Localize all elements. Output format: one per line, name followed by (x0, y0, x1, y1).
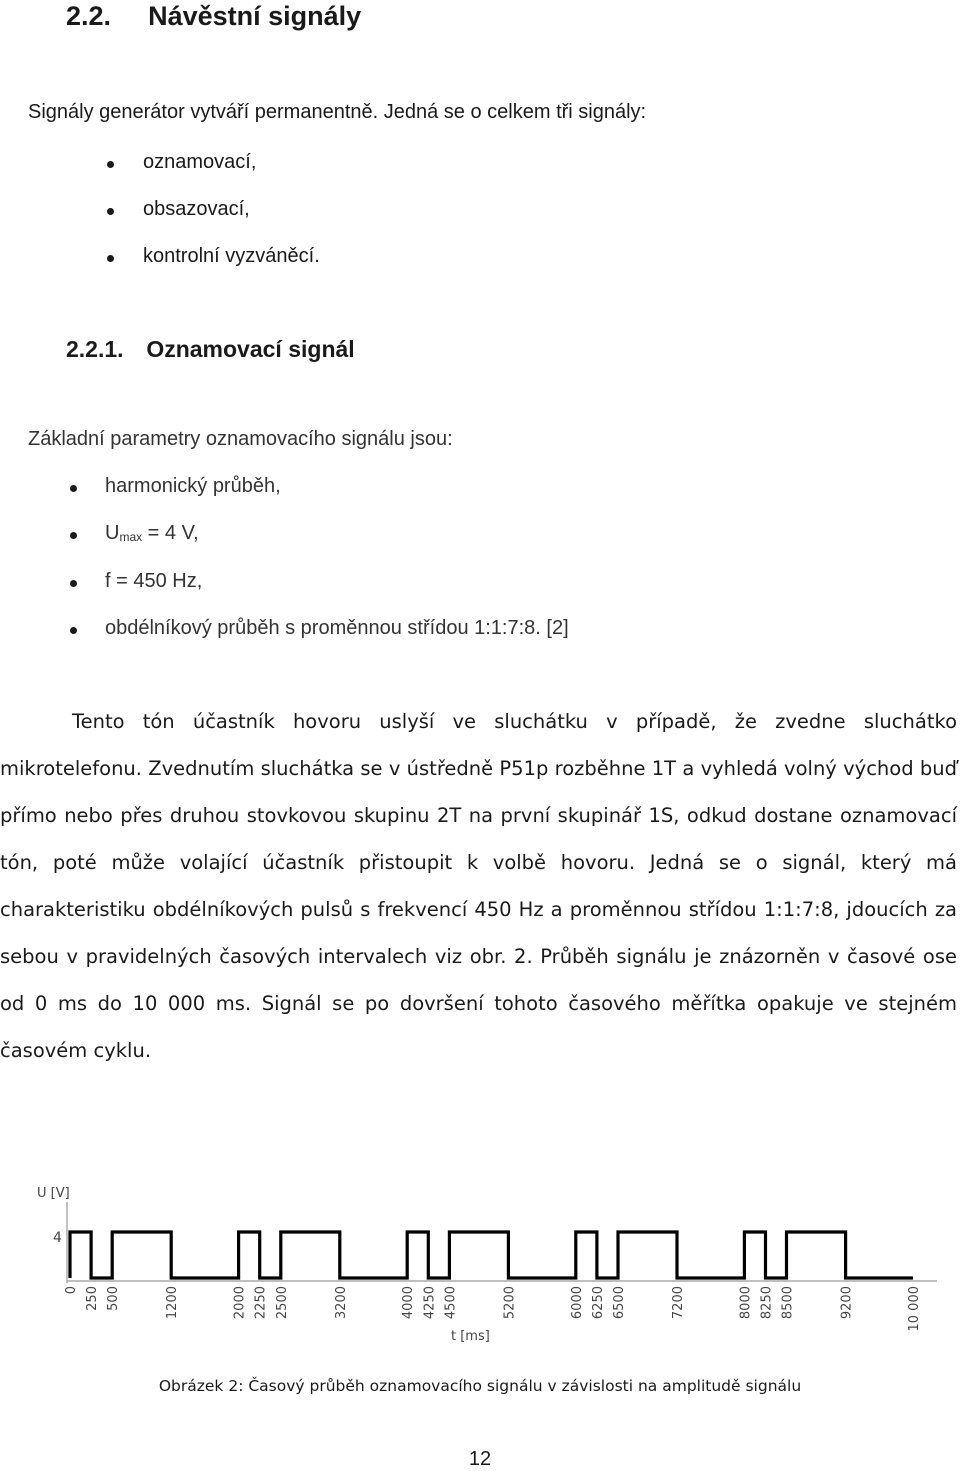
params-intro: Základní parametry oznamovacího signálu jsou: (28, 428, 453, 450)
bullet-icon (70, 580, 77, 587)
intro-text: Signály generátor vytváří permanentně. Jedná se o celkem tři signály: (28, 101, 647, 123)
x-tick-label: 2500 (274, 1286, 290, 1320)
section-heading (66, 0, 361, 32)
list-item: oznamovací, (143, 151, 257, 173)
x-tick-label: 6250 (590, 1286, 606, 1320)
x-tick-label: 250 (85, 1286, 101, 1311)
param-item: f = 450 Hz, (105, 570, 203, 592)
x-tick-labels (64, 1286, 922, 1332)
bullet-icon (70, 532, 77, 539)
x-tick-label: 8250 (759, 1286, 775, 1320)
param-item (105, 522, 199, 545)
list-item: kontrolní vyzváněcí. (143, 245, 320, 267)
x-axis-label: t [ms] (451, 1329, 490, 1344)
x-tick-label: 3200 (333, 1286, 349, 1320)
x-tick-label: 6000 (569, 1286, 585, 1320)
list-item: obsazovací, (143, 198, 250, 220)
y-axis-label: U [V] (37, 1186, 70, 1201)
bullet-icon (107, 208, 114, 215)
x-tick-label: 9200 (839, 1286, 855, 1320)
x-tick-label: 2000 (232, 1286, 248, 1320)
subsection-heading (66, 335, 355, 363)
bullet-icon (70, 485, 77, 492)
x-tick-label: 8500 (780, 1286, 796, 1320)
bullet-icon (70, 627, 77, 634)
x-tick-label: 5200 (502, 1286, 518, 1320)
param-item: harmonický průběh, (105, 475, 281, 497)
y-tick-label: 4 (53, 1230, 62, 1246)
paragraph-text: Tento tón účastník hovoru uslyší ve sluchátku v případě, že zvedne sluchátko mikrotelefonu. Zvednutím sluchátka se v ústředně P51p rozběhne 1T a vyhledá volný východ buď přímo nebo přes druhou stovkovou skupinu 2T na první skupinář 1S, odkud dostane oznamovací tón, poté může volající účastník přistoupit k volbě hovoru. Jedná se o signál, který má charakteristiku obdélníkových pulsů s frekvencí 450 Hz a proměnnou střídou 1:1:7:8, jdoucích za sebou v pravidelných časových intervalech viz obr. 2. Průběh signálu je znázorněn v časové ose od 0 ms do 10 000 ms. Signál se po dovršení tohoto časového měřítka opakuje ve stejném časovém cyklu. (0, 710, 957, 1062)
param-u-value: = 4 V, (142, 522, 199, 544)
param-item: obdélníkový průběh s proměnnou střídou 1:1:7:8. [2] (105, 617, 569, 639)
signal-waveform (70, 1232, 913, 1278)
x-tick-label: 10 000 (907, 1286, 922, 1332)
signal-chart (20, 1170, 945, 1350)
x-tick-label: 6500 (611, 1286, 627, 1320)
x-tick-label: 4500 (443, 1286, 459, 1320)
x-tick-label: 8000 (738, 1286, 754, 1320)
x-tick-label: 4250 (422, 1286, 438, 1320)
subsection-title: Oznamovací signál (146, 336, 355, 362)
x-tick-label: 500 (106, 1286, 122, 1311)
param-u-subscript: max (119, 530, 143, 544)
param-u-symbol: U (105, 522, 120, 544)
x-tick-label: 2250 (253, 1286, 269, 1320)
x-tick-label: 1200 (165, 1286, 181, 1320)
x-tick-label: 4000 (401, 1286, 417, 1320)
bullet-icon (107, 161, 114, 168)
x-tick-label: 0 (64, 1286, 79, 1295)
subsection-number: 2.2.1. (66, 336, 124, 362)
section-title: Návěstní signály (148, 1, 362, 31)
bullet-icon (107, 255, 114, 262)
body-paragraph (0, 698, 957, 1074)
figure-caption: Obrázek 2: Časový průběh oznamovacího signálu v závislosti na amplitudě signálu (158, 1377, 802, 1395)
x-tick-label: 7200 (670, 1286, 686, 1320)
page-number: 12 (468, 1448, 492, 1470)
section-number: 2.2. (66, 1, 112, 31)
